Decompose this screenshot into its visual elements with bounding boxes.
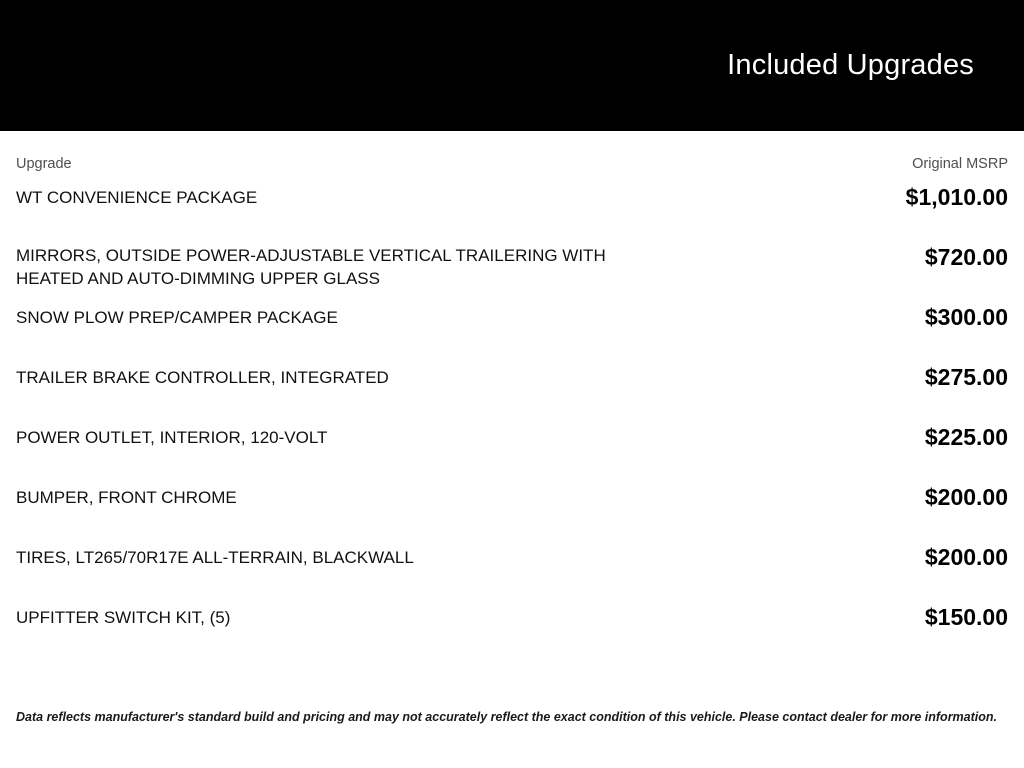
table-row	[16, 364, 1008, 424]
upgrade-label: UPFITTER SWITCH KIT, (5)	[16, 608, 231, 627]
upgrade-price: $200.00	[924, 544, 1008, 570]
upgrade-price: $200.00	[924, 484, 1008, 510]
upgrades-table	[16, 184, 1008, 664]
table-row	[16, 424, 1008, 484]
column-header-msrp: Original MSRP	[912, 156, 1008, 172]
table-row	[16, 484, 1008, 544]
upgrade-label: BUMPER, FRONT CHROME	[16, 488, 237, 507]
upgrade-price: $300.00	[924, 304, 1008, 330]
upgrades-content	[0, 131, 1024, 664]
table-row	[16, 544, 1008, 604]
upgrade-price: $275.00	[924, 364, 1008, 390]
table-row	[16, 604, 1008, 664]
upgrade-label: SNOW PLOW PREP/CAMPER PACKAGE	[16, 308, 338, 327]
upgrade-price: $225.00	[924, 424, 1008, 450]
upgrade-price: $1,010.00	[905, 184, 1008, 210]
upgrade-price: $720.00	[924, 244, 1008, 270]
upgrade-label: POWER OUTLET, INTERIOR, 120-VOLT	[16, 428, 328, 447]
table-column-headers	[16, 131, 1008, 174]
page-title: Included Upgrades	[727, 48, 974, 81]
upgrade-label: TRAILER BRAKE CONTROLLER, INTEGRATED	[16, 368, 389, 387]
upgrade-label: WT CONVENIENCE PACKAGE	[16, 188, 258, 207]
upgrade-label: MIRRORS, OUTSIDE POWER-ADJUSTABLE VERTICAL TRAILERING WITH HEATED AND AUTO-DIMMING UPPER GLASS	[16, 246, 606, 288]
table-row	[16, 304, 1008, 364]
table-row	[16, 244, 1008, 304]
table-row	[16, 184, 1008, 244]
disclaimer-text: Data reflects manufacturer's standard build and pricing and may not accurately reflect the exact condition of this vehicle. Please contact dealer for more information.	[16, 710, 998, 724]
page-header	[0, 0, 1024, 131]
upgrade-price: $150.00	[924, 604, 1008, 630]
upgrade-label: TIRES, LT265/70R17E ALL-TERRAIN, BLACKWALL	[16, 548, 414, 567]
column-header-upgrade: Upgrade	[16, 156, 72, 172]
